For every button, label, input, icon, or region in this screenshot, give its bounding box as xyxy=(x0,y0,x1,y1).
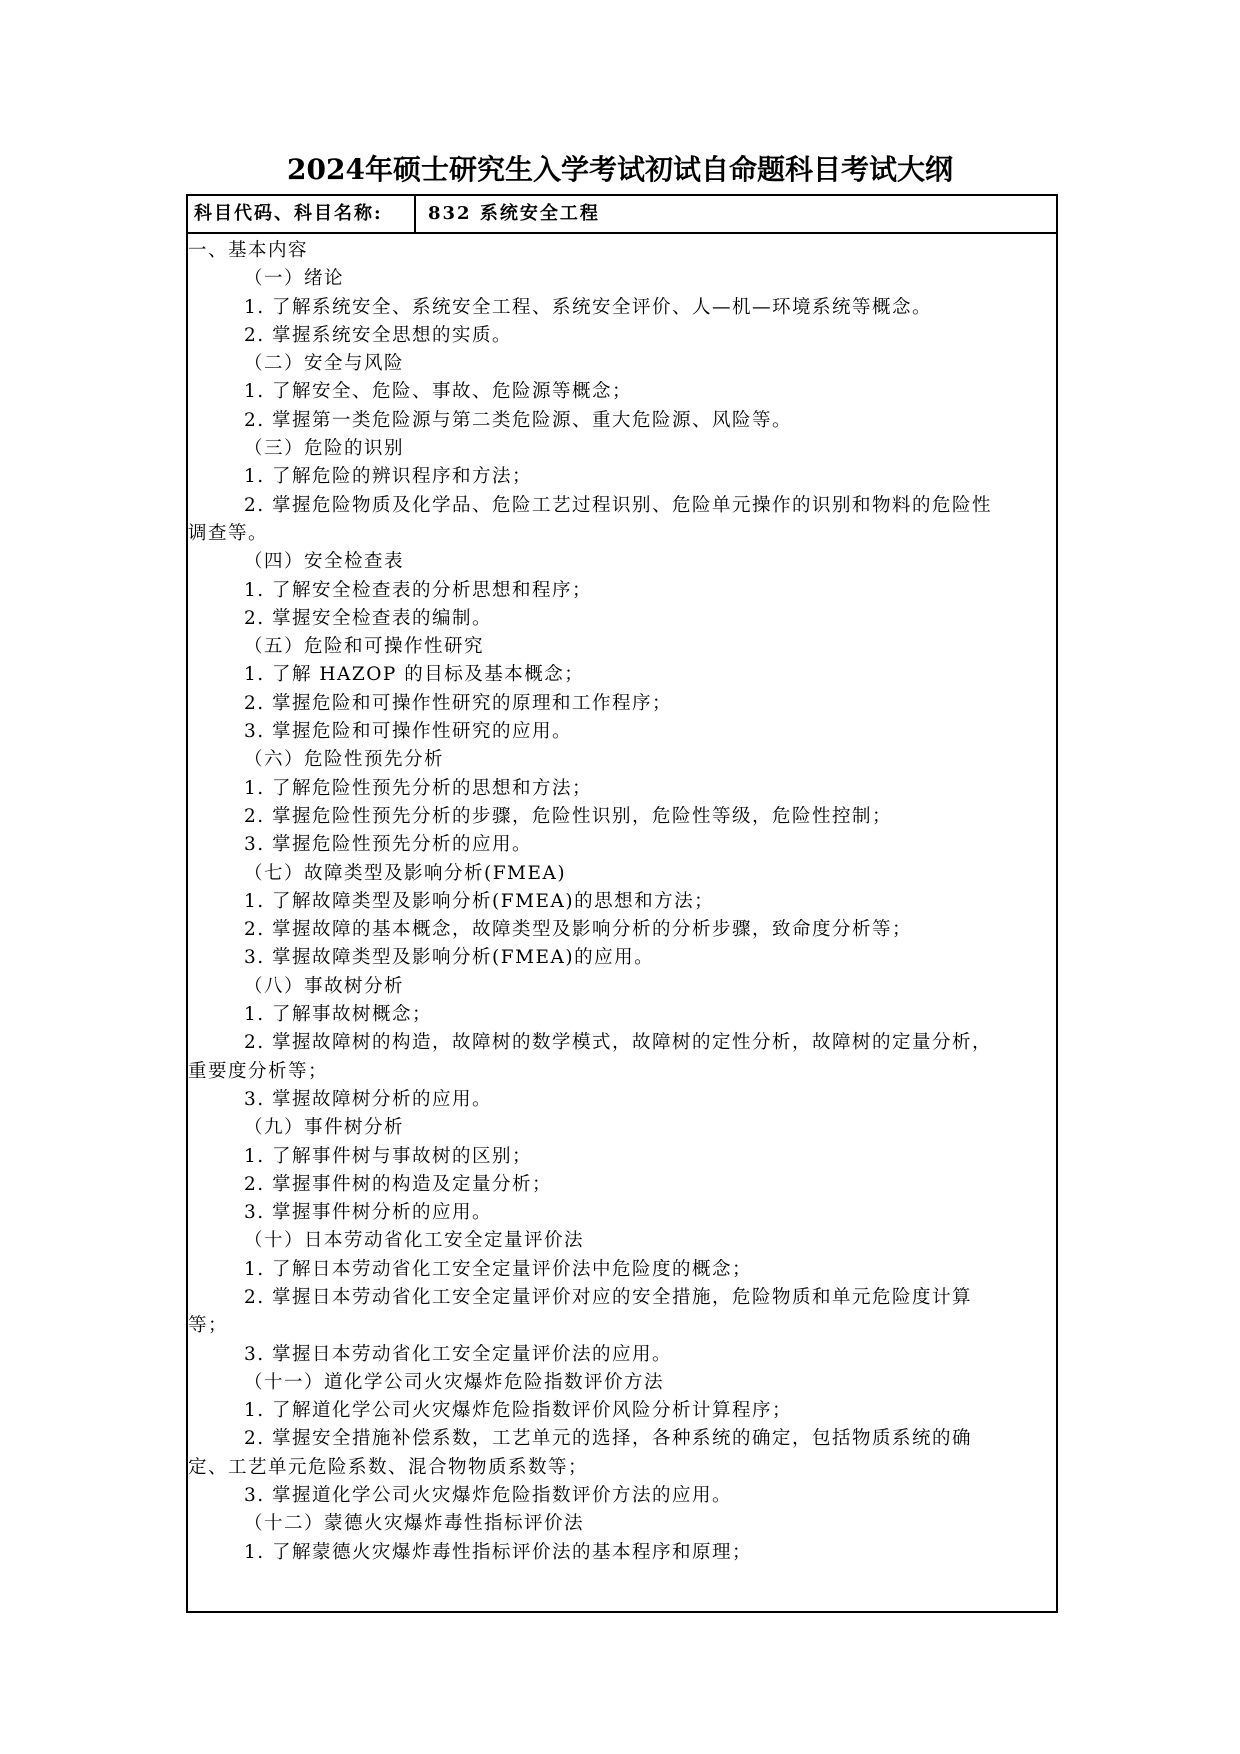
list-item: 2. 掌握故障树的构造，故障树的数学模式，故障树的定性分析，故障树的定量分析， xyxy=(244,1032,993,1054)
list-item: 3. 掌握危险和可操作性研究的应用。 xyxy=(244,721,573,743)
list-item-continuation: 等； xyxy=(188,1315,229,1337)
list-item: 1. 了解事件树与事故树的区别； xyxy=(244,1145,533,1167)
chapter-heading: （九）事件树分析 xyxy=(244,1117,405,1139)
list-item: 1. 了解日本劳动省化工安全定量评价法中危险度的概念； xyxy=(244,1258,753,1280)
chapter-heading: （十一）道化学公司火灾爆炸危险指数评价方法 xyxy=(244,1371,665,1393)
list-item-continuation: 调查等。 xyxy=(188,522,269,544)
chapter-heading: （八）事故树分析 xyxy=(244,975,405,997)
list-item: 2. 掌握系统安全思想的实质。 xyxy=(244,324,513,346)
list-item: 3. 掌握故障类型及影响分析(FMEA)的应用。 xyxy=(244,947,655,969)
chapter-heading: （十二）蒙德火灾爆炸毒性指标评价法 xyxy=(244,1513,585,1535)
list-item: 1. 了解蒙德火灾爆炸毒性指标评价法的基本程序和原理； xyxy=(244,1541,753,1563)
chapter-heading: （二）安全与风险 xyxy=(244,353,405,375)
list-item: 1. 了解危险性预先分析的思想和方法； xyxy=(244,777,593,799)
chapter-heading: （三）危险的识别 xyxy=(244,438,405,460)
list-item-continuation: 定、工艺单元危险系数、混合物物质系数等； xyxy=(188,1456,589,1478)
chapter-heading: （十）日本劳动省化工安全定量评价法 xyxy=(244,1230,585,1252)
list-item: 2. 掌握危险和可操作性研究的原理和工作程序； xyxy=(244,692,673,714)
list-item: 2. 掌握故障的基本概念，故障类型及影响分析的分析步骤，致命度分析等； xyxy=(244,919,913,941)
list-item: 3. 掌握事件树分析的应用。 xyxy=(244,1202,493,1224)
list-item: 1. 了解故障类型及影响分析(FMEA)的思想和方法； xyxy=(244,890,715,912)
list-item: 2. 掌握危险性预先分析的步骤，危险性识别，危险性等级，危险性控制； xyxy=(244,805,893,827)
list-item: 1. 了解事故树概念； xyxy=(244,1004,433,1026)
section-heading: 一、基本内容 xyxy=(188,240,309,261)
subject-label: 科目代码、科目名称: xyxy=(188,196,416,232)
list-item: 3. 掌握日本劳动省化工安全定量评价法的应用。 xyxy=(244,1343,673,1365)
list-item: 2. 掌握事件树的构造及定量分析； xyxy=(244,1173,553,1195)
list-item: 2. 掌握日本劳动省化工安全定量评价对应的安全措施，危险物质和单元危险度计算 xyxy=(244,1286,973,1308)
content-cell xyxy=(188,234,1056,1611)
list-item: 2. 掌握第一类危险源与第二类危险源、重大危险源、风险等。 xyxy=(244,409,793,431)
list-item: 3. 掌握道化学公司火灾爆炸危险指数评价方法的应用。 xyxy=(244,1485,733,1507)
list-item: 2. 掌握安全措施补偿系数，工艺单元的选择，各种系统的确定，包括物质系统的确 xyxy=(244,1428,973,1450)
list-item: 1. 了解 HAZOP 的目标及基本概念； xyxy=(244,664,585,686)
chapter-heading: （六）危险性预先分析 xyxy=(244,749,445,771)
subject-value: 832 系统安全工程 xyxy=(428,203,600,224)
list-item: 2. 掌握安全检查表的编制。 xyxy=(244,607,493,629)
list-item: 2. 掌握危险物质及化学品、危险工艺过程识别、危险单元操作的识别和物料的危险性 xyxy=(244,494,993,516)
chapter-heading: （四）安全检查表 xyxy=(244,551,405,573)
list-item: 1. 了解道化学公司火灾爆炸危险指数评价风险分析计算程序； xyxy=(244,1400,793,1422)
list-item: 1. 了解安全、危险、事故、危险源等概念； xyxy=(244,381,633,403)
chapter-heading: （七）故障类型及影响分析(FMEA) xyxy=(244,862,567,884)
list-item: 1. 了解系统安全、系统安全工程、系统安全评价、人—机—环境系统等概念。 xyxy=(244,296,933,318)
subject-header-row xyxy=(188,196,1056,234)
list-item-continuation: 重要度分析等； xyxy=(188,1060,329,1082)
list-item: 3. 掌握故障树分析的应用。 xyxy=(244,1088,493,1110)
page-title: 2024年硕士研究生入学考试初试自命题科目考试大纲 xyxy=(287,153,953,186)
chapter-heading: （一）绪论 xyxy=(244,268,345,290)
chapter-heading: （五）危险和可操作性研究 xyxy=(244,636,485,658)
list-item: 3. 掌握危险性预先分析的应用。 xyxy=(244,834,533,856)
list-item: 1. 了解安全检查表的分析思想和程序； xyxy=(244,579,593,601)
syllabus-table xyxy=(186,194,1058,1613)
list-item: 1. 了解危险的辨识程序和方法； xyxy=(244,466,533,488)
